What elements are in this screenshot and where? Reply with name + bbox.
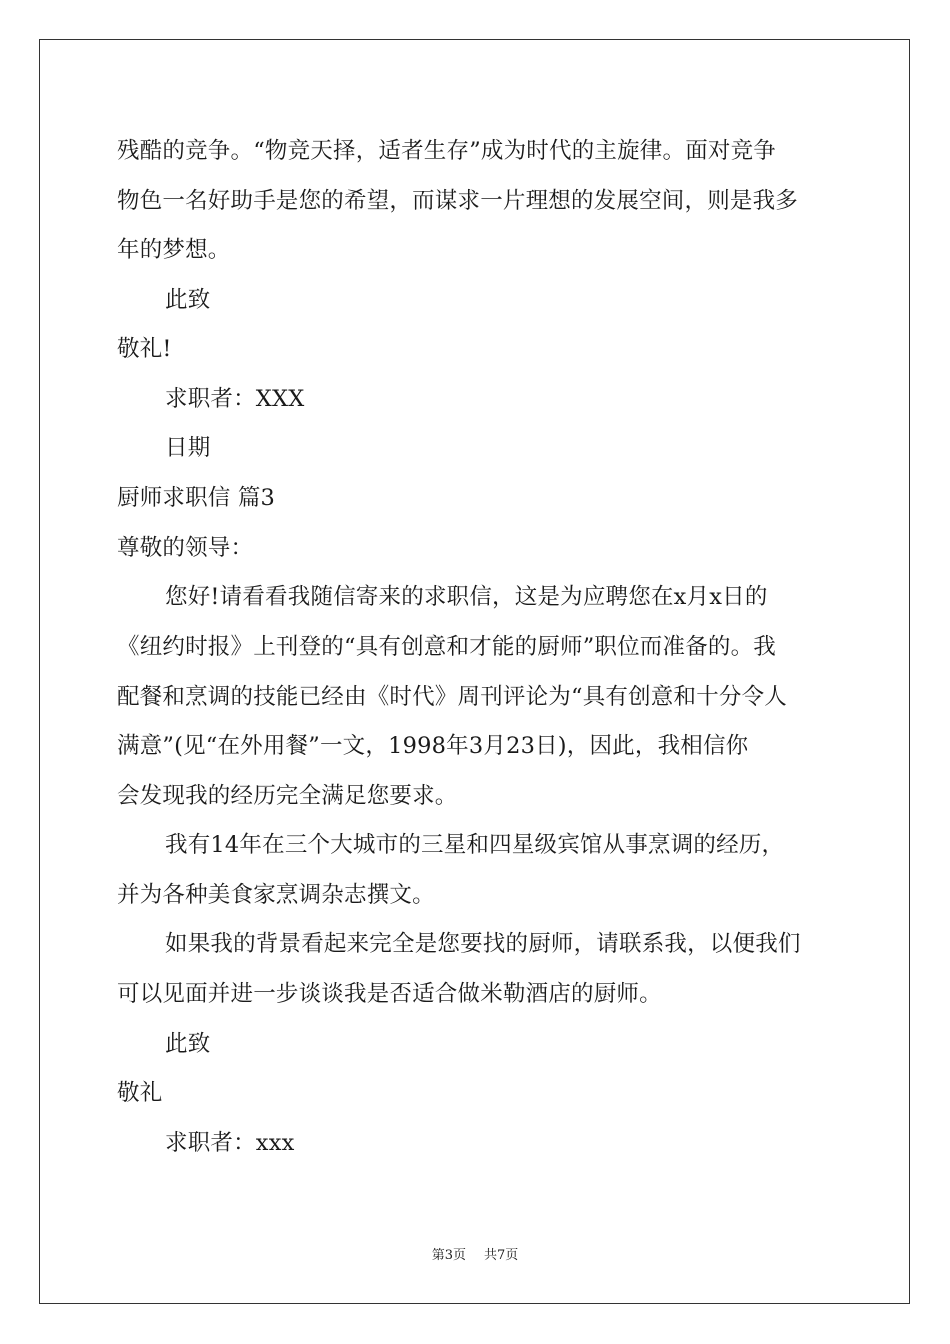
text-line: 可以见面并进一步谈谈我是否适合做米勒酒店的厨师。: [117, 981, 662, 1007]
text-line: 配餐和烹调的技能已经由《时代》周刊评论为“具有创意和十分令人: [117, 684, 788, 710]
text-line: 并为各种美食家烹调杂志撰文。: [117, 882, 435, 908]
section-title: 厨师求职信 篇3: [117, 485, 276, 511]
text-line: 《纽约时报》上刊登的“具有创意和才能的厨师”职位而准备的。我: [117, 634, 777, 660]
text-line: 您好!请看看我随信寄来的求职信，这是为应聘您在x月x日的: [165, 584, 768, 610]
page-number: 第3页: [431, 1248, 466, 1263]
greeting-line: 尊敬的领导：: [117, 535, 254, 561]
text-line: 如果我的背景看起来完全是您要找的厨师，请联系我，以便我们: [165, 931, 801, 957]
text-line: 会发现我的经历完全满足您要求。: [117, 783, 458, 809]
signature-line: 求职者：XXX: [165, 386, 305, 412]
page-frame: [39, 39, 910, 1304]
date-line: 日期: [165, 435, 211, 461]
closing-salutation: 此致: [165, 1031, 211, 1057]
closing-regards: 敬礼!: [117, 336, 172, 362]
closing-salutation: 此致: [165, 287, 211, 313]
text-line: 残酷的竞争。“物竞天择，适者生存”成为时代的主旋律。面对竞争: [117, 138, 777, 164]
closing-regards: 敬礼: [117, 1080, 163, 1106]
page-footer: [0, 1248, 950, 1264]
page-total: 共7页: [484, 1248, 519, 1263]
signature-line: 求职者：xxx: [165, 1130, 295, 1156]
text-line: 物色一名好助手是您的希望，而谋求一片理想的发展空间，则是我多: [117, 188, 799, 214]
text-line: 年的梦想。: [117, 237, 231, 263]
text-line: 满意”(见“在外用餐”一文，1998年3月23日)，因此，我相信你: [117, 733, 749, 759]
text-line: 我有14年在三个大城市的三星和四星级宾馆从事烹调的经历，: [165, 832, 785, 858]
